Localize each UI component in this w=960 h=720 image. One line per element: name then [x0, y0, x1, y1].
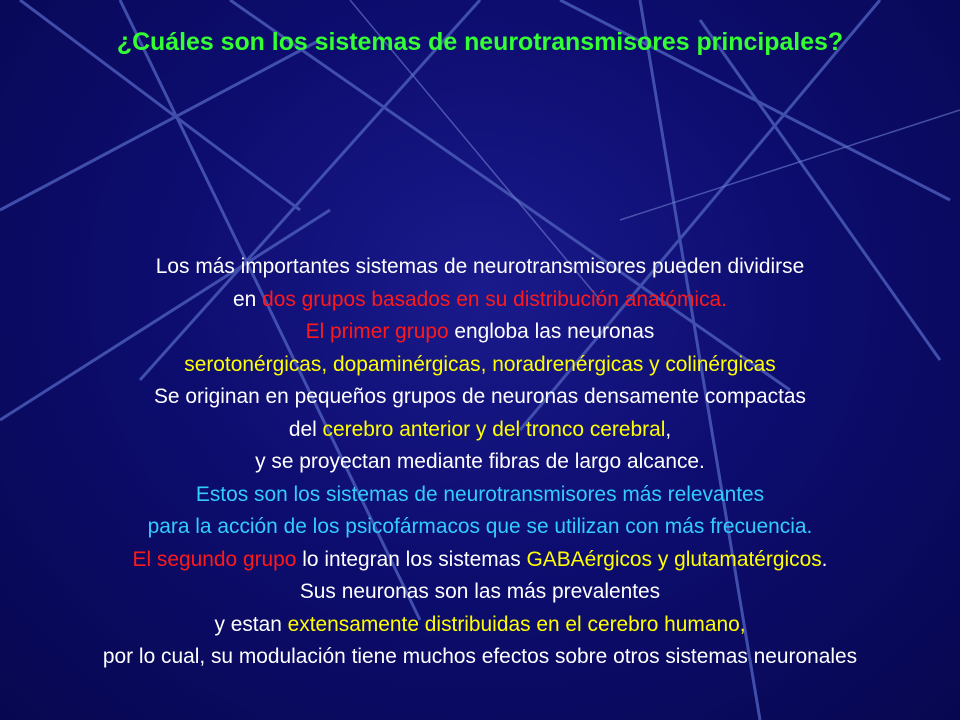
text-segment: y se proyectan mediante fibras de largo alcance. [255, 450, 705, 473]
text-line [0, 609, 960, 642]
text-line [0, 251, 960, 284]
text-line [0, 544, 960, 577]
slide-title: ¿Cuáles son los sistemas de neurotransmisores principales? [116, 28, 844, 56]
body-text [0, 251, 960, 674]
text-segment: lo integran los sistemas [296, 547, 527, 571]
text-line [0, 414, 960, 447]
text-line [0, 349, 960, 382]
text-segment: cerebro anterior y del tronco cerebral [322, 417, 666, 441]
text-line [0, 446, 960, 479]
text-segment: en [233, 287, 263, 311]
text-segment: Estos son los sistemas de neurotransmisores más relevantes [195, 482, 765, 506]
text-segment: extensamente distribuidas en el cerebro humano, [287, 612, 746, 636]
text-line [0, 576, 960, 609]
text-line [0, 316, 960, 349]
text-segment: y estan [214, 612, 288, 636]
text-segment: por lo cual, su modulación tiene muchos efectos sobre otros sistemas neuronales [102, 645, 858, 668]
text-segment: El primer grupo [305, 320, 449, 343]
text-segment: engloba las neuronas [448, 320, 655, 343]
text-line [0, 641, 960, 674]
text-line [0, 511, 960, 544]
text-line [0, 479, 960, 512]
text-segment: dos grupos basados en su distribución anatómica. [262, 287, 727, 311]
text-line [0, 381, 960, 414]
text-segment: serotonérgicas, dopaminérgicas, noradrenérgicas y colinérgicas [184, 352, 776, 376]
text-segment: para la acción de los psicofármacos que se utilizan con más frecuencia. [147, 515, 813, 538]
text-segment: Sus neuronas son las más prevalentes [299, 580, 661, 603]
text-line [0, 284, 960, 317]
text-segment: GABAérgicos y glutamatérgicos [526, 547, 822, 571]
text-segment: , [665, 417, 672, 441]
text-segment: . [821, 547, 828, 571]
text-segment: El segundo grupo [132, 547, 297, 571]
text-segment: Los más importantes sistemas de neurotransmisores pueden dividirse [155, 255, 805, 278]
text-segment: del [288, 417, 323, 441]
text-segment: Se originan en pequeños grupos de neuronas densamente compactas [153, 385, 807, 408]
